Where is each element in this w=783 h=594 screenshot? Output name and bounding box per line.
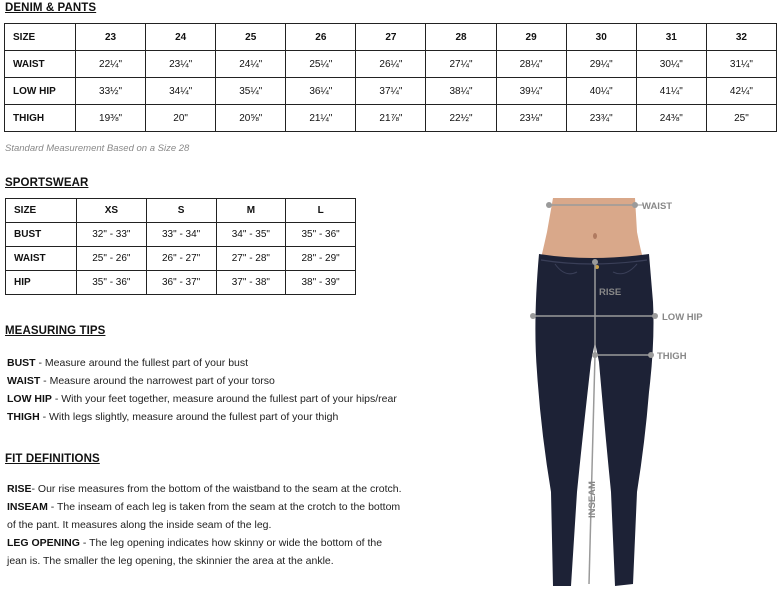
tip-item — [7, 372, 397, 390]
fit-rise — [7, 480, 402, 498]
denim-cell: 35¼" — [216, 78, 286, 105]
sport-header-size: SIZE — [6, 199, 77, 223]
sport-cell: 37" - 38" — [216, 271, 286, 295]
denim-cell: 21¼" — [286, 105, 356, 132]
sport-header-row — [6, 199, 356, 223]
denim-cell: 37¼" — [356, 78, 426, 105]
denim-cell: 23¼" — [146, 51, 216, 78]
denim-cell: 19⅜" — [76, 105, 146, 132]
tip-item — [7, 390, 397, 408]
denim-header-29: 29 — [496, 24, 566, 51]
denim-header-24: 24 — [146, 24, 216, 51]
denim-cell: 34¼" — [146, 78, 216, 105]
fit-rise-text: - Our rise measures from the bottom of the waistband to the seam at the crotch. — [31, 483, 402, 495]
denim-row-waist — [5, 51, 777, 78]
denim-header-row — [5, 24, 777, 51]
fit-inseam-text-1: - The inseam of each leg is taken from the seam at the crotch to the bottom — [47, 501, 401, 513]
tip-term: LOW HIP — [7, 393, 52, 405]
tips-list — [7, 354, 397, 426]
sport-cell: 26" - 27" — [146, 247, 216, 271]
sportswear-heading: SPORTSWEAR — [5, 177, 89, 189]
denim-cell: 36¼" — [286, 78, 356, 105]
sport-row-waist — [6, 247, 356, 271]
denim-row-label: WAIST — [5, 51, 76, 78]
denim-cell: 41¼" — [636, 78, 706, 105]
fit-heading: FIT DEFINITIONS — [5, 453, 100, 465]
denim-heading: DENIM & PANTS — [5, 2, 97, 14]
low-hip-label: LOW HIP — [662, 312, 703, 323]
sport-cell: 35" - 36" — [286, 223, 356, 247]
sport-row-bust — [6, 223, 356, 247]
fit-inseam — [7, 498, 402, 516]
denim-cell: 25" — [706, 105, 776, 132]
thigh-label: THIGH — [657, 351, 687, 362]
denim-cell: 20⅝" — [216, 105, 286, 132]
denim-header-28: 28 — [426, 24, 496, 51]
denim-header-30: 30 — [566, 24, 636, 51]
denim-row-label: LOW HIP — [5, 78, 76, 105]
denim-cell: 31¼" — [706, 51, 776, 78]
sport-header-l: L — [286, 199, 356, 223]
sport-row-label: HIP — [6, 271, 77, 295]
tip-text: - With your feet together, measure around the fullest part of your hips/rear — [51, 393, 397, 405]
waist-label: WAIST — [642, 201, 673, 212]
denim-header-26: 26 — [286, 24, 356, 51]
denim-size-note: Standard Measurement Based on a Size 28 — [5, 143, 190, 154]
torso-illustration — [541, 198, 643, 258]
tip-term: WAIST — [7, 375, 41, 387]
denim-row-label: THIGH — [5, 105, 76, 132]
denim-header-32: 32 — [706, 24, 776, 51]
denim-cell: 39¼" — [496, 78, 566, 105]
tips-heading: MEASURING TIPS — [5, 325, 106, 337]
sport-header-xs: XS — [77, 199, 147, 223]
tip-term: BUST — [7, 357, 36, 369]
sport-cell: 34" - 35" — [216, 223, 286, 247]
denim-cell: 20" — [146, 105, 216, 132]
tip-term: THIGH — [7, 411, 40, 423]
tip-item — [7, 408, 397, 426]
denim-cell: 23⅛" — [496, 105, 566, 132]
tip-text: - With legs slightly, measure around the fullest part of your thigh — [39, 411, 339, 423]
sportswear-size-table — [5, 198, 356, 295]
denim-cell: 29¼" — [566, 51, 636, 78]
fit-leg-cont: jean is. The smaller the leg opening, the skinnier the area at the ankle. — [7, 555, 334, 567]
rise-label: RISE — [599, 287, 622, 298]
denim-cell: 28¼" — [496, 51, 566, 78]
denim-header-23: 23 — [76, 24, 146, 51]
sport-cell: 35" - 36" — [77, 271, 147, 295]
denim-cell: 24¼" — [216, 51, 286, 78]
sport-row-hip — [6, 271, 356, 295]
denim-row-low-hip — [5, 78, 777, 105]
sport-cell: 38" - 39" — [286, 271, 356, 295]
denim-header-size: SIZE — [5, 24, 76, 51]
sport-cell: 25" - 26" — [77, 247, 147, 271]
denim-cell: 22½" — [426, 105, 496, 132]
denim-cell: 26¼" — [356, 51, 426, 78]
denim-header-27: 27 — [356, 24, 426, 51]
jeans-measurement-figure — [525, 192, 783, 594]
denim-cell: 24⅜" — [636, 105, 706, 132]
fit-inseam-cont: of the pant. It measures along the inside seam of the leg. — [7, 519, 272, 531]
denim-cell: 40¼" — [566, 78, 636, 105]
sport-cell: 28" - 29" — [286, 247, 356, 271]
denim-cell: 30¼" — [636, 51, 706, 78]
sport-cell: 32" - 33" — [77, 223, 147, 247]
sport-header-m: M — [216, 199, 286, 223]
denim-header-31: 31 — [636, 24, 706, 51]
denim-size-table — [4, 23, 777, 132]
denim-cell: 25¼" — [286, 51, 356, 78]
fit-leg-term: LEG OPENING — [7, 537, 80, 549]
sport-row-label: WAIST — [6, 247, 77, 271]
sport-row-label: BUST — [6, 223, 77, 247]
denim-cell: 27¼" — [426, 51, 496, 78]
tip-text: - Measure around the fullest part of your bust — [35, 357, 249, 369]
denim-row-thigh — [5, 105, 777, 132]
sport-cell: 33" - 34" — [146, 223, 216, 247]
inseam-label: INSEAM — [587, 481, 598, 518]
sport-cell: 27" - 28" — [216, 247, 286, 271]
fit-leg-opening — [7, 534, 402, 552]
denim-cell: 42¼" — [706, 78, 776, 105]
sport-header-s: S — [146, 199, 216, 223]
fit-inseam-term: INSEAM — [7, 501, 48, 513]
tip-item — [7, 354, 397, 372]
denim-cell: 21⅞" — [356, 105, 426, 132]
inseam-measure-line — [589, 355, 595, 584]
tip-text: - Measure around the narrowest part of your torso — [40, 375, 275, 387]
fit-leg-text-1: - The leg opening indicates how skinny or wide the bottom of the — [79, 537, 383, 549]
denim-header-25: 25 — [216, 24, 286, 51]
denim-cell: 33½" — [76, 78, 146, 105]
denim-cell: 22¼" — [76, 51, 146, 78]
denim-cell: 38¼" — [426, 78, 496, 105]
denim-cell: 23¾" — [566, 105, 636, 132]
sport-cell: 36" - 37" — [146, 271, 216, 295]
fit-rise-term: RISE — [7, 483, 32, 495]
fit-definitions — [7, 480, 402, 570]
